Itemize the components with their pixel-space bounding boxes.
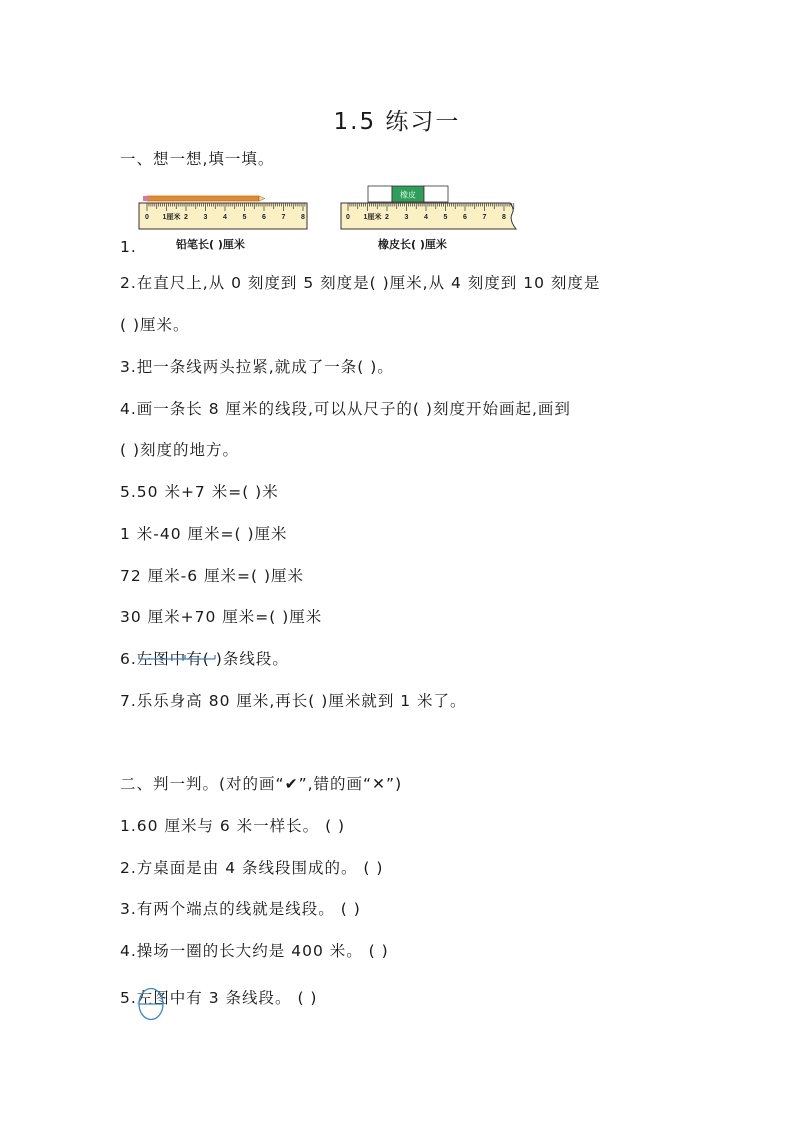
- q5-item-2: 1 米-40 厘米=( )厘米: [120, 525, 288, 543]
- ruler-tick-label: 7: [482, 214, 487, 221]
- section-2-heading: 二、判一判。(对的画“✔”,错的画“✕”): [120, 775, 403, 793]
- ruler-tick-label: 5: [443, 214, 448, 221]
- page-title: 1.5 练习一: [333, 109, 461, 135]
- ruler-tick-label: 8: [301, 214, 305, 221]
- judge-5-number: 5.: [120, 989, 137, 1007]
- q4-line-2: ( )刻度的地方。: [120, 441, 240, 459]
- ruler-tick-label: 1厘米: [363, 214, 382, 221]
- ruler-tick-label: 1厘米: [162, 214, 181, 221]
- section-1-heading: 一、想一想,填一填。: [120, 150, 275, 168]
- q5-item-1: 5.50 米+7 米=( )米: [120, 483, 279, 501]
- q1-number: 1.: [120, 238, 137, 256]
- circle-diameter-figure: [137, 987, 165, 1021]
- ruler-tick-label: 5: [242, 214, 247, 221]
- pencil-length-caption: 铅笔长( )厘米: [176, 238, 245, 251]
- ruler-tick-label: 0: [145, 214, 149, 221]
- ruler-tick-label: 7: [281, 214, 286, 221]
- eraser-length-caption: 橡皮长( )厘米: [378, 238, 447, 251]
- ruler-tick-label: 4: [223, 214, 227, 221]
- eraser-ruler-figure: [340, 184, 520, 232]
- pencil-icon: [147, 196, 259, 201]
- ruler-tick-label: 2: [385, 214, 389, 221]
- q6-text: 左图中有( )条线段。: [136, 650, 289, 668]
- ruler-tick-label: 0: [346, 214, 350, 221]
- q7: 7.乐乐身高 80 厘米,再长( )厘米就到 1 米了。: [120, 692, 467, 710]
- judge-5-text: 左图中有 3 条线段。 ( ): [136, 989, 318, 1007]
- judge-4: 4.操场一圈的长大约是 400 米。 ( ): [120, 942, 389, 960]
- judge-3: 3.有两个端点的线就是线段。 ( ): [120, 900, 361, 918]
- ruler-tick-label: 3: [404, 214, 409, 221]
- ruler-tick-label: 6: [463, 214, 467, 221]
- pencil-ruler-figure: [138, 190, 310, 232]
- line-segments-figure: [137, 648, 217, 662]
- judge-5: [120, 987, 317, 1009]
- q2-line-1: 2.在直尺上,从 0 刻度到 5 刻度是( )厘米,从 4 刻度到 10 刻度是: [120, 274, 601, 292]
- judge-1: 1.60 厘米与 6 米一样长。 ( ): [120, 817, 346, 835]
- eraser-label: 橡皮: [400, 190, 416, 200]
- q5-item-3: 72 厘米-6 厘米=( )厘米: [120, 567, 305, 585]
- q3: 3.把一条线两头拉紧,就成了一条( )。: [120, 358, 394, 376]
- q4-line-1: 4.画一条长 8 厘米的线段,可以从尺子的( )刻度开始画起,画到: [120, 400, 571, 418]
- q6-number: 6.: [120, 650, 137, 668]
- judge-2: 2.方桌面是由 4 条线段围成的。 ( ): [120, 859, 384, 877]
- ruler-tick-label: 6: [262, 214, 266, 221]
- ruler-tick-label: 3: [203, 214, 208, 221]
- ruler-tick-label: 8: [502, 214, 506, 221]
- q2-line-2: ( )厘米。: [120, 316, 190, 334]
- q5-item-4: 30 厘米+70 厘米=( )厘米: [120, 608, 323, 626]
- ruler-tick-label: 4: [424, 214, 428, 221]
- q6: [120, 648, 289, 670]
- ruler-tick-label: 2: [184, 214, 188, 221]
